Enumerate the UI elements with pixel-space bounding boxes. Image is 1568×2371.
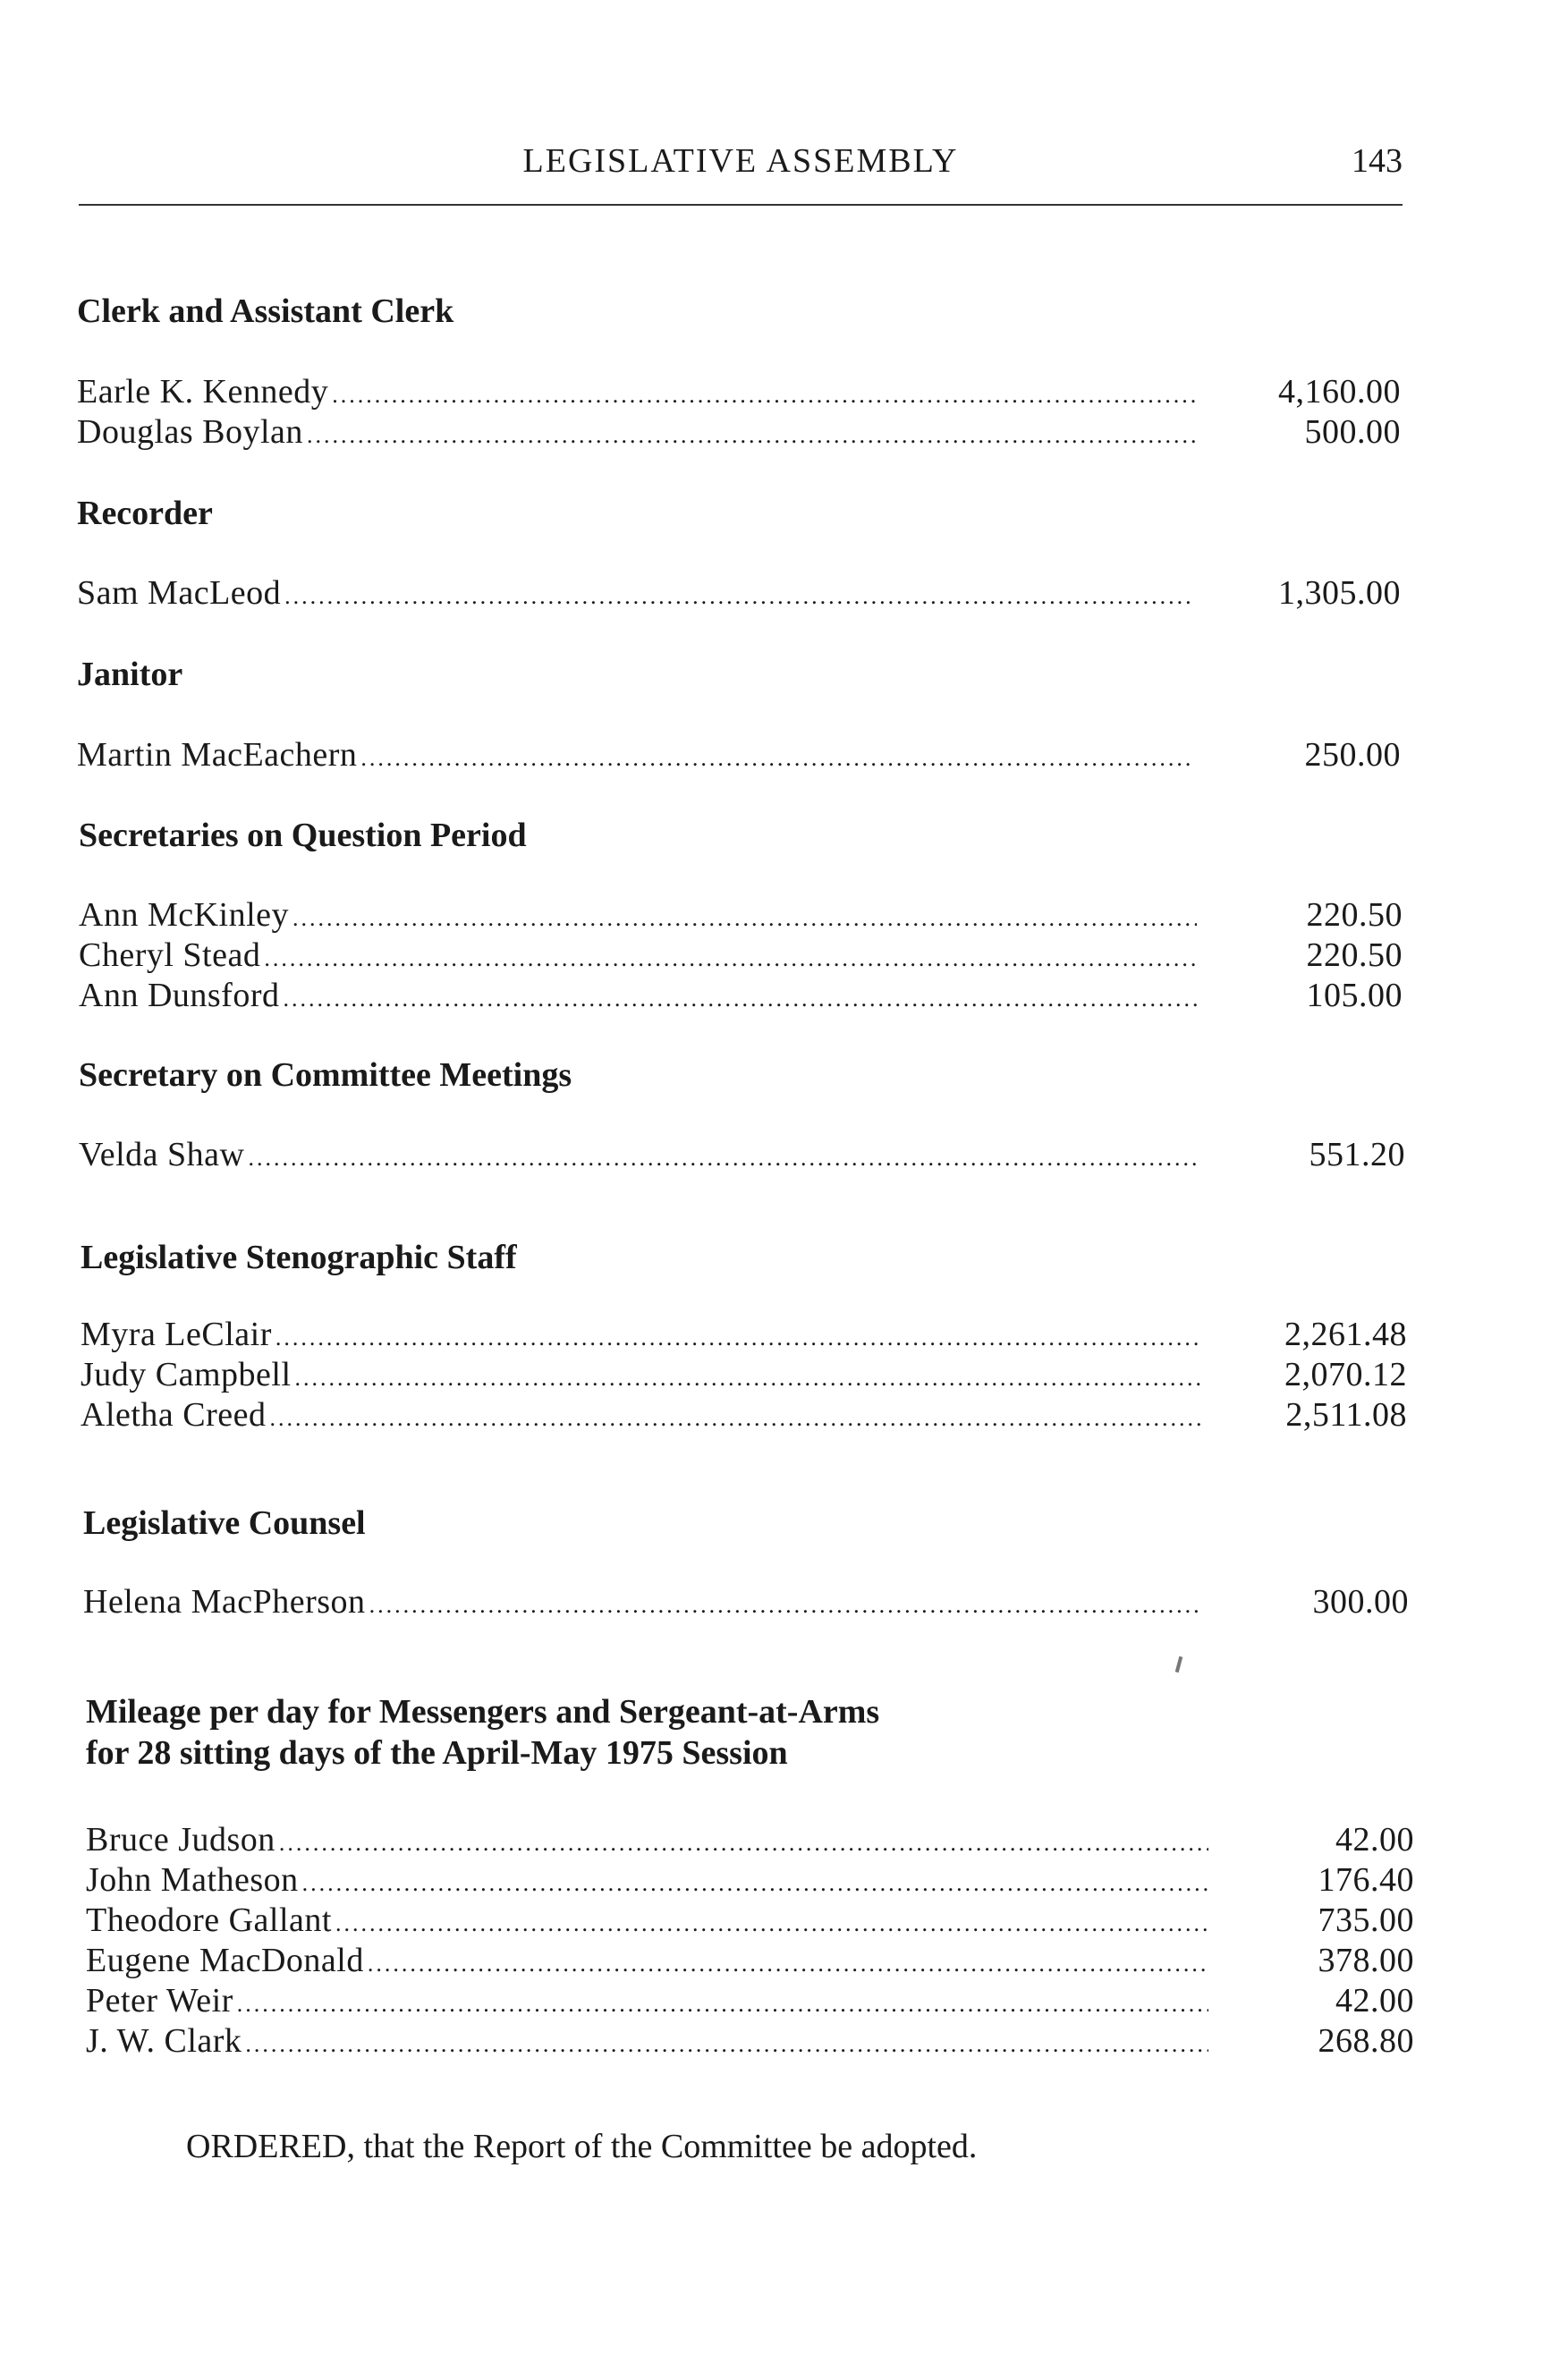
list-item	[77, 735, 1401, 776]
entry-name: J. W. Clark	[86, 2022, 242, 2060]
list-item	[86, 1981, 1414, 2022]
list-item	[81, 1315, 1407, 1356]
dot-leader	[368, 1951, 1208, 1977]
section-heading-mileage	[86, 1691, 879, 1774]
entry-name: Theodore Gallant	[86, 1901, 332, 1939]
entry-amount: 2,261.48	[1284, 1316, 1407, 1353]
dot-leader	[292, 905, 1197, 932]
section-heading-committee-meetings: Secretary on Committee Meetings	[79, 1056, 572, 1094]
entry-name: John Matheson	[86, 1861, 299, 1899]
list-item	[79, 976, 1403, 1017]
dot-leader	[279, 1830, 1208, 1857]
entry-amount: 378.00	[1318, 1942, 1414, 1979]
entry-name: Judy Campbell	[81, 1356, 292, 1393]
entry-name: Velda Shaw	[79, 1136, 245, 1173]
entry-amount: 2,070.12	[1284, 1356, 1407, 1393]
entry-name: Earle K. Kennedy	[77, 373, 329, 411]
section-heading-legislative-counsel: Legislative Counsel	[83, 1504, 366, 1542]
list-item	[83, 1582, 1409, 1623]
list-item	[86, 1901, 1414, 1942]
print-speck	[1175, 1656, 1183, 1672]
dot-leader	[245, 2031, 1208, 2058]
section-heading-stenographic-staff: Legislative Stenographic Staff	[81, 1239, 517, 1276]
entry-name: Eugene MacDonald	[86, 1942, 364, 1979]
entry-amount: 105.00	[1306, 977, 1403, 1014]
page-header	[79, 141, 1403, 204]
entry-name: Helena MacPherson	[83, 1583, 366, 1621]
list-item	[86, 2021, 1414, 2062]
entry-amount: 735.00	[1318, 1901, 1414, 1939]
dot-leader	[369, 1592, 1203, 1619]
entry-amount: 42.00	[1335, 1821, 1414, 1859]
entry-name: Peter Weir	[86, 1982, 233, 2020]
entry-amount: 551.20	[1309, 1136, 1405, 1173]
running-title: LEGISLATIVE ASSEMBLY	[522, 142, 959, 180]
entry-name: Ann McKinley	[79, 896, 290, 934]
ordered-statement: ORDERED, that the Report of the Committee be adopted.	[186, 2128, 978, 2165]
dot-leader	[275, 1325, 1201, 1351]
dot-leader	[332, 382, 1195, 409]
list-item	[86, 1860, 1414, 1901]
list-item	[77, 372, 1401, 413]
dot-leader	[283, 986, 1197, 1012]
entry-name: Ann Dunsford	[79, 977, 280, 1014]
page-number: 143	[1352, 142, 1403, 180]
entry-amount: 2,511.08	[1285, 1396, 1407, 1434]
section-heading-janitor: Janitor	[77, 656, 183, 693]
mileage-heading-line-2: for 28 sitting days of the April-May 1975 Session	[86, 1734, 788, 1772]
entry-amount: 500.00	[1304, 413, 1401, 451]
dot-leader	[284, 583, 1195, 610]
entry-amount: 220.50	[1306, 896, 1403, 934]
section-heading-question-period: Secretaries on Question Period	[79, 817, 527, 854]
list-item	[86, 1820, 1414, 1861]
section-heading-recorder: Recorder	[77, 495, 213, 532]
list-item	[79, 936, 1403, 977]
header-rule	[79, 204, 1403, 206]
list-item	[79, 1135, 1405, 1176]
list-item	[81, 1395, 1407, 1436]
list-item	[79, 895, 1403, 936]
entry-amount: 42.00	[1335, 1982, 1414, 2020]
entry-name: Martin MacEachern	[77, 736, 358, 774]
list-item	[77, 573, 1401, 614]
entry-amount: 1,305.00	[1278, 574, 1401, 612]
entry-amount: 4,160.00	[1278, 373, 1401, 411]
entry-name: Sam MacLeod	[77, 574, 282, 612]
dot-leader	[248, 1145, 1199, 1172]
dot-leader	[360, 745, 1195, 772]
dot-leader	[295, 1365, 1201, 1392]
dot-leader	[264, 945, 1197, 972]
entry-amount: 250.00	[1304, 736, 1401, 774]
section-heading-clerk: Clerk and Assistant Clerk	[77, 292, 454, 330]
dot-leader	[237, 1991, 1208, 2018]
dot-leader	[335, 1910, 1208, 1937]
entry-name: Cheryl Stead	[79, 936, 261, 974]
entry-name: Douglas Boylan	[77, 413, 303, 451]
list-item	[86, 1941, 1414, 1982]
dot-leader	[270, 1405, 1201, 1432]
mileage-heading-line-1: Mileage per day for Messengers and Sergeant-at-Arms	[86, 1693, 880, 1731]
entry-name: Bruce Judson	[86, 1821, 275, 1859]
entry-name: Aletha Creed	[81, 1396, 267, 1434]
dot-leader	[302, 1870, 1208, 1897]
dot-leader	[307, 422, 1195, 449]
entry-amount: 220.50	[1306, 936, 1403, 974]
list-item	[77, 412, 1401, 453]
entry-amount: 176.40	[1318, 1861, 1414, 1899]
entry-amount: 300.00	[1312, 1583, 1409, 1621]
entry-name: Myra LeClair	[81, 1316, 272, 1353]
list-item	[81, 1355, 1407, 1396]
entry-amount: 268.80	[1318, 2022, 1414, 2060]
